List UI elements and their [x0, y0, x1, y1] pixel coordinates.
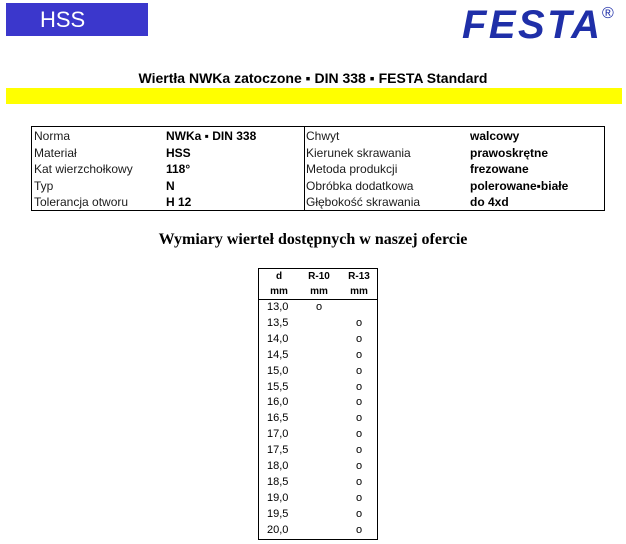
yellow-divider-bar [6, 88, 622, 104]
spec-value: walcowy [470, 129, 520, 143]
diameter-value: 17,5 [267, 444, 289, 457]
diameter-value: 14,5 [267, 348, 289, 361]
diameter-value: 15,5 [267, 380, 289, 393]
table-row [259, 491, 377, 507]
header-r13: R-13 [348, 271, 370, 282]
spec-value: HSS [166, 145, 191, 160]
r13-availability-mark: o [355, 460, 363, 472]
r13-availability-mark: o [355, 380, 363, 393]
spec-value: N [166, 178, 175, 193]
spec-column-left [32, 127, 305, 210]
header-r10-unit: mm [310, 286, 328, 297]
spec-value: polerowane▪białe [470, 178, 569, 193]
spec-label: Tolerancja otworu [34, 195, 129, 210]
spec-row [32, 194, 304, 211]
spec-label: Chwyt [306, 129, 340, 143]
r13-availability-mark: o [355, 364, 363, 377]
r13-availability-mark: o [355, 475, 363, 488]
diameter-value: 18,0 [267, 460, 289, 472]
table-row [259, 348, 377, 364]
dimensions-table-header [259, 269, 377, 300]
spec-label: Norma [34, 129, 71, 143]
diameter-value: 19,5 [267, 507, 289, 520]
table-row [259, 459, 377, 475]
spec-label: Metoda produkcji [306, 162, 398, 177]
spec-label: Typ [34, 178, 54, 193]
table-row [259, 475, 377, 491]
r13-availability-mark: o [355, 332, 363, 345]
spec-label: Głębokość skrawania [306, 195, 421, 210]
diameter-value: 18,5 [267, 475, 289, 488]
spec-label: Kat wierzchołkowy [34, 162, 133, 177]
spec-label: Obróbka dodatkowa [306, 178, 414, 193]
r13-availability-mark: o [355, 316, 363, 329]
spec-column-right [304, 127, 604, 210]
header-r10: R-10 [308, 271, 330, 282]
diameter-value: 20,0 [267, 523, 289, 536]
spec-row [304, 178, 604, 195]
diameter-value: 14,0 [267, 332, 289, 345]
spec-label: Kierunek skrawania [306, 145, 411, 160]
r13-availability-mark: o [355, 491, 363, 504]
spec-label: Materiał [34, 145, 77, 160]
table-row [259, 395, 377, 411]
festa-logo-text: FESTA [462, 3, 600, 44]
table-row [259, 364, 377, 380]
diameter-value: 17,0 [267, 428, 289, 441]
r13-availability-mark: o [355, 507, 363, 520]
spec-row [304, 145, 604, 162]
spec-row [32, 178, 304, 195]
r13-availability-mark: o [355, 523, 363, 536]
table-row [259, 443, 377, 459]
r13-availability-mark: o [355, 396, 363, 409]
header-r13-unit: mm [350, 286, 368, 297]
header-d-unit: mm [270, 286, 288, 297]
spec-row [32, 128, 304, 145]
spec-row [304, 161, 604, 178]
registered-mark: ® [602, 5, 614, 22]
diameter-value: 19,0 [267, 491, 289, 504]
table-row [259, 316, 377, 332]
table-row [259, 332, 377, 348]
table-row [259, 427, 377, 443]
table-row [259, 411, 377, 427]
diameter-value: 15,0 [267, 364, 289, 377]
table-row [259, 507, 377, 523]
table-row [259, 523, 377, 539]
r13-availability-mark: o [355, 348, 363, 361]
spec-row [32, 161, 304, 178]
dimensions-table [258, 268, 378, 540]
dimensions-heading: Wymiary wierteł dostępnych w naszej ofercie [158, 231, 468, 248]
r13-availability-mark: o [355, 412, 363, 425]
spec-value: prawoskrętne [470, 145, 549, 160]
table-row [259, 300, 377, 316]
spec-value: frezowane [470, 162, 529, 177]
diameter-value: 13,5 [267, 316, 289, 329]
spec-row [304, 128, 604, 145]
r10-availability-mark: o [315, 301, 323, 313]
spec-row [304, 194, 604, 211]
festa-logo [462, 0, 622, 44]
r13-availability-mark: o [355, 444, 363, 457]
spec-row [32, 145, 304, 162]
spec-table [31, 126, 605, 211]
hss-badge: HSS [6, 3, 148, 36]
diameter-value: 16,5 [267, 412, 289, 425]
diameter-value: 16,0 [267, 396, 289, 409]
spec-value: 118° [166, 162, 191, 177]
header-d: d [275, 271, 283, 282]
spec-value: NWKa ▪ DIN 338 [166, 129, 257, 143]
spec-value: H 12 [166, 195, 192, 210]
r13-availability-mark: o [355, 428, 363, 441]
table-row [259, 380, 377, 396]
page-title: Wiertła NWKa zatoczone ▪ DIN 338 ▪ FESTA Standard [138, 70, 488, 86]
spec-value: do 4xd [470, 195, 509, 210]
diameter-value: 13,0 [267, 301, 289, 313]
